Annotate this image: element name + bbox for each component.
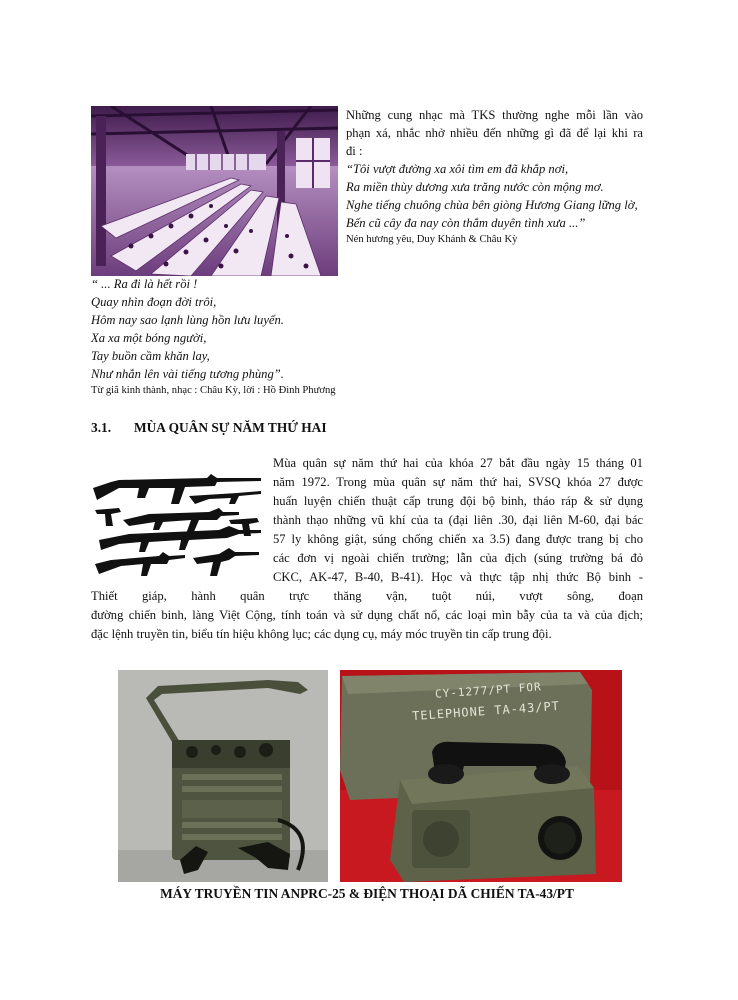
lyric-2-line-4: Xa xa một bóng người,	[91, 331, 207, 345]
body-line-4: thành thạo những vũ khí của ta (đại liên .30, đại liên M-60, đại bác	[273, 513, 643, 527]
ta-43-field-telephone-photo	[340, 670, 622, 882]
body-line-6: các đơn vị ngoài chiến trường; lẫn của địch (súng trường bá đỏ	[273, 551, 643, 565]
lyric-2-line-6: Như nhắn lên vài tiếng tương phùng”.	[91, 367, 284, 381]
lyric-2-line-5: Tay buồn cầm khăn lay,	[91, 349, 210, 363]
lyric-2-line-2: Quay nhìn đoạn đời trôi,	[91, 295, 217, 309]
section-number: 3.1.	[91, 420, 112, 435]
anprc-25-radio-photo	[118, 670, 328, 882]
lyric-2-line-1: “ ... Ra đi là hết rồi !	[91, 277, 198, 291]
body-line-3: huấn luyện chiến thuật cấp trung đội bộ binh, tháo ráp & sử dụng	[273, 494, 643, 508]
lyric-2-line-3: Hôm nay sao lạnh lùng hồn lưu luyến.	[91, 313, 284, 327]
body-line-9: đường chiến binh, làng Việt Cộng, tính toán và sử dụng chất nổ, các loại mìn bẫy của ta và của địch;	[91, 608, 643, 622]
intro-line-1: Những cung nhạc mà TKS thường nghe mỗi lần vào	[346, 108, 643, 122]
body-line-8: Thiết giáp, hành quân trực thăng vận, tuột núi, vượt sông, đoạn	[91, 589, 643, 603]
body-line-1: Mùa quân sự năm thứ hai của khóa 27 bắt đầu ngày 15 tháng 01	[273, 456, 643, 470]
phone-stencil-line-2: TELEPHONE TA-43/PT	[411, 698, 561, 724]
body-line-10: đặc lệnh truyền tin, biểu tín hiệu không lục; các dụng cụ, máy móc truyền tin cấp trung đội.	[91, 627, 552, 641]
lyric-1-line-4: Bến cũ cây đa nay còn thắm duyên tình xưa ...”	[346, 216, 586, 230]
dining-hall-photo	[91, 106, 338, 276]
body-line-7: CKC, AK-47, B-40, B-41). Học và thực tập nhị thức Bộ binh -	[273, 570, 643, 584]
weapons-silhouettes-image	[89, 460, 265, 586]
intro-line-2: phạn xá, nhắc nhở nhiều đến những gì đã để lại khi ra	[346, 126, 643, 140]
lyric-1-line-2: Ra miền thùy dương xưa trăng nước còn mộng mơ.	[346, 180, 604, 194]
body-line-2: năm 1972. Trong mùa quân sự năm thứ hai, SVSQ khóa 27 được	[273, 475, 643, 489]
credit-2: Từ giã kinh thành, nhạc : Châu Kỳ, lời : Hồ Đình Phương	[91, 385, 336, 396]
section-title: MÙA QUÂN SỰ NĂM THỨ HAI	[134, 420, 327, 435]
figure-caption: MÁY TRUYỀN TIN ANPRC-25 & ĐIỆN THOẠI DÃ CHIẾN TA-43/PT	[160, 886, 574, 901]
lyric-1-line-3: Nghe tiếng chuông chùa bên giòng Hương Giang lững lờ,	[346, 198, 638, 212]
body-line-5: 57 ly không giật, súng chống chiến xa 3.5) đang được trang bị cho	[273, 532, 643, 546]
intro-line-3: đi :	[346, 144, 363, 158]
phone-stencil-line-1: CY-1277/PT FOR	[434, 680, 543, 701]
credit-1: Nén hương yêu, Duy Khánh & Châu Kỳ	[346, 234, 518, 245]
lyric-1-line-1: “Tôi vượt đường xa xôi tìm em đã khắp nơi,	[346, 162, 569, 176]
